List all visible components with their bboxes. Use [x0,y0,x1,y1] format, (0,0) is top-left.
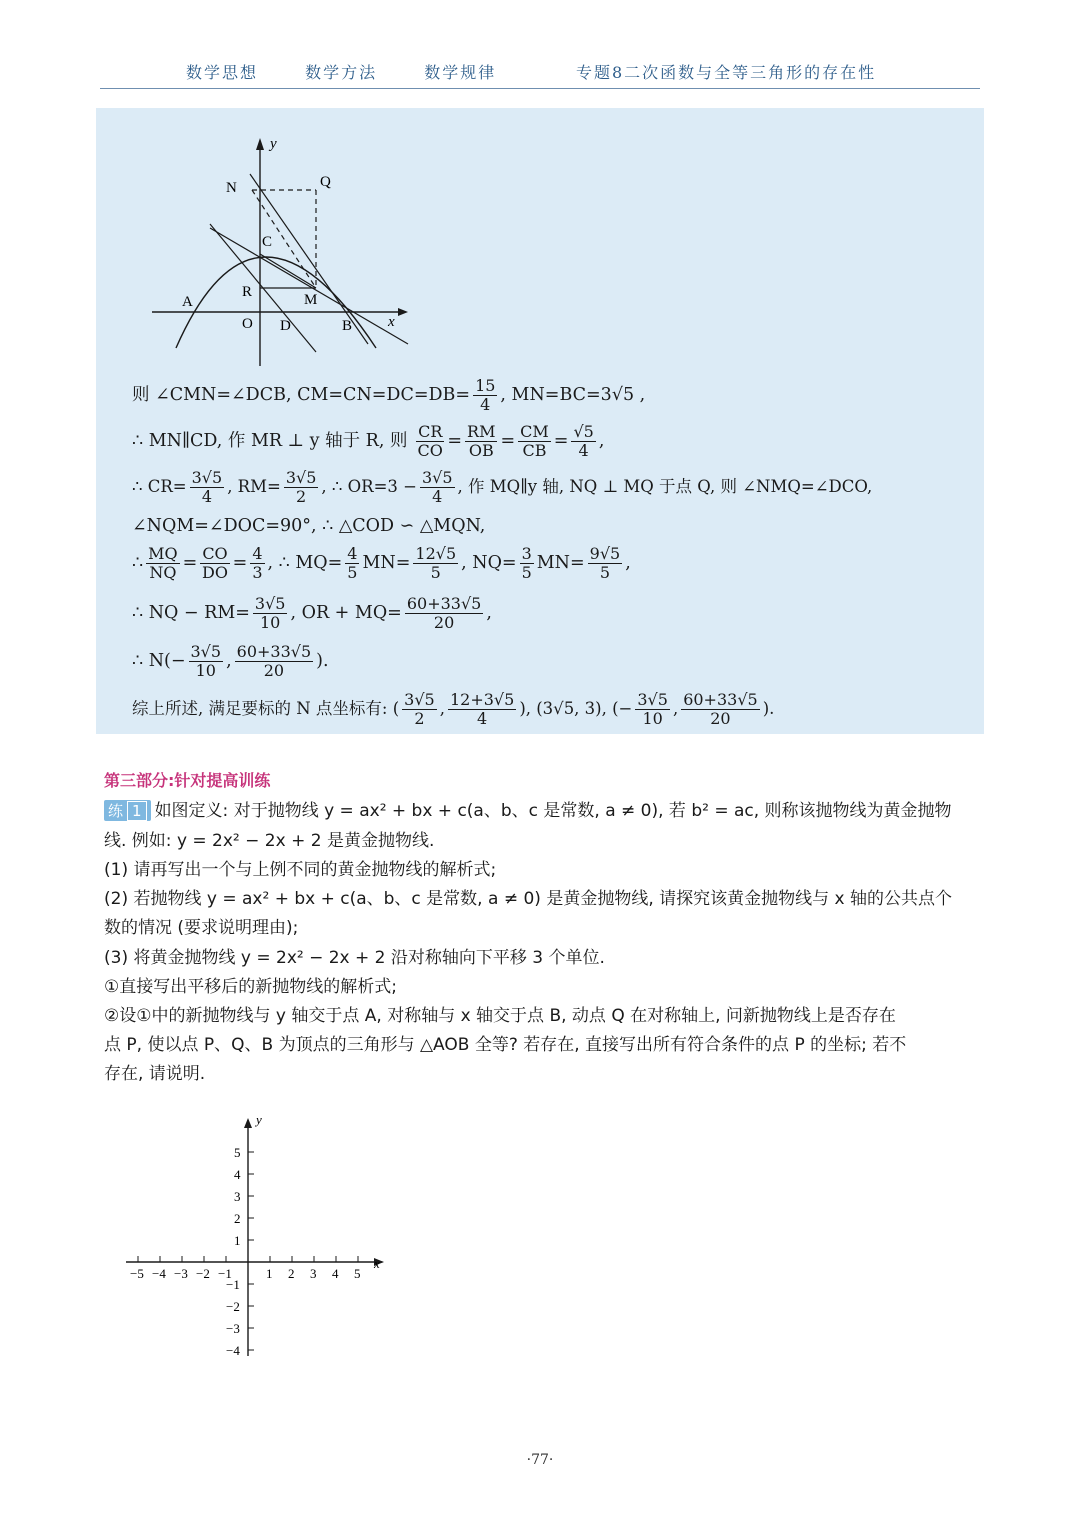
x-tick-label: 3 [310,1266,317,1281]
x-tick-label: 2 [288,1266,295,1281]
x-axis-label: x [374,1256,380,1271]
x-axis-arrow [398,308,408,316]
x-tick-label: 1 [266,1266,273,1281]
solution-line-8: 综上所述, 满足要标的 N 点坐标有: ( $\frac{3√5}{2}$ , $\frac{12+3√5}{4}$ ), (3√5, 3), (− $\frac{3√5}{10}$ , $\frac{60+33√5}{20}$ ). [132,690,775,728]
header-item: 数学方法 [305,63,378,82]
exercise-line-4: (2) 若抛物线 y = ax² + bx + c(a、b、c 是常数, a ≠ 0) 是黄金抛物线, 请探究该黄金抛物线与 x 轴的公共点个 [104,889,952,909]
line-cb [210,228,408,344]
solution-box [96,108,984,734]
exercise-line-1: 练 1 如图定义: 对于抛物线 y = ax² + bx + c(a、b、c 是常数, a ≠ 0), 若 b² = ac, 则称该抛物线为黄金抛物 [104,796,952,821]
section-title: 第三部分:针对提高训练 [104,771,271,790]
geometry-figure [136,126,476,376]
exercise-line-8: ②设①中的新抛物线与 y 轴交于点 A, 对称轴与 x 轴交于点 B, 动点 Q 在对称轴上, 问新抛物线上是否存在 [104,1006,896,1026]
solution-line-2: ∴ MN∥CD, 作 MR ⊥ y 轴于 R, 则 $\frac{CR}{CO}$ = $\frac{RM}{OB}$ = $\frac{CM}{CB}$ = $\frac{√5}{4}$ , [132,422,605,460]
x-tick-label: −4 [152,1266,166,1281]
header-left [186,60,518,83]
exercise-tag: 练 1 [104,800,151,821]
solution-line-7: ∴ N(− $\frac{3√5}{10}$ , $\frac{60+33√5}{20}$ ). [132,642,329,680]
x-tick-label: 4 [332,1266,339,1281]
label-d: D [280,318,291,334]
exercise-line-6: (3) 将黄金抛物线 y = 2x² − 2x + 2 沿对称轴向下平移 3 个单位. [104,948,605,968]
solution-line-3: ∴ CR= $\frac{3√5}{4}$ , RM= $\frac{3√5}{2}$ , ∴ OR=3 − $\frac{3√5}{4}$ , 作 MQ∥y 轴, NQ ⊥ MQ 于点 Q, 则 ∠NMQ=∠DCO, [132,468,873,506]
y-tick-label: 1 [234,1233,241,1248]
solution-line-4: ∠NQM=∠DOC=90°, ∴ △COD ∽ △MQN, [132,516,486,536]
label-o: O [242,316,253,332]
x-tick-label: −2 [196,1266,210,1281]
x-tick-label: −1 [218,1266,232,1281]
y-axis-arrow [244,1118,252,1128]
label-x: x [388,314,395,330]
solution-line-5: ∴ $\frac{MQ}{NQ}$ = $\frac{CO}{DO}$ = $\frac{4}{3}$ , ∴ MQ= $\frac{4}{5}$ MN= $\frac{12√5}{5}$ , NQ= $\frac{3}{5}$ MN= $\frac{9√5}{5}$ , [132,544,631,582]
exercise-line-2: 线. 例如: y = 2x² − 2x + 2 是黄金抛物线. [104,831,435,851]
y-tick-label: 4 [234,1167,241,1182]
exercise-line-3: (1) 请再写出一个与上例不同的黄金抛物线的解析式; [104,860,497,880]
y-tick-label: −1 [226,1277,240,1292]
header-title: 专题8二次函数与全等三角形的存在性 [576,63,877,82]
y-tick-label: 3 [234,1189,241,1204]
label-y: y [270,136,277,152]
label-m: M [304,292,318,308]
x-tick-label: −5 [130,1266,144,1281]
y-tick-label: −3 [226,1321,240,1336]
label-r: R [242,284,253,300]
header-item: 数学规律 [424,63,497,82]
y-tick-label: 5 [234,1145,241,1160]
parabola [176,257,376,348]
label-n: N [226,180,237,196]
exercise-line-10: 存在, 请说明. [104,1064,206,1084]
header-item: 数学思想 [186,63,259,82]
solution-line-6: ∴ NQ − RM= $\frac{3√5}{10}$ , OR + MQ= $\frac{60+33√5}{20}$ , [132,594,492,632]
label-a: A [182,294,193,310]
label-q: Q [320,174,331,190]
label-c: C [262,234,273,250]
exercise-line-9: 点 P, 使以点 P、Q、B 为顶点的三角形与 △AOB 全等? 若存在, 直接写出所有符合条件的点 P 的坐标; 若不 [104,1035,907,1055]
y-tick-label: −4 [226,1343,240,1358]
label-b: B [342,318,353,334]
x-tick-label: −3 [174,1266,188,1281]
y-axis-label: y [256,1112,262,1127]
exercise-line-7: ①直接写出平移后的新抛物线的解析式; [104,977,397,997]
y-tick-label: −2 [226,1299,240,1314]
coordinate-axes-figure [120,1108,400,1368]
x-tick-label: 5 [354,1266,361,1281]
page-number: ·77· [526,1452,554,1468]
exercise-line-5: 数的情况 (要求说明理由); [104,918,299,938]
y-tick-label: 2 [234,1211,241,1226]
page-header [100,56,980,89]
y-axis-arrow [256,138,264,150]
solution-line-1: 则 ∠CMN=∠DCB, CM=CN=DC=DB= $\frac{15}{4}$ , MN=BC=3√5 , [132,376,646,414]
